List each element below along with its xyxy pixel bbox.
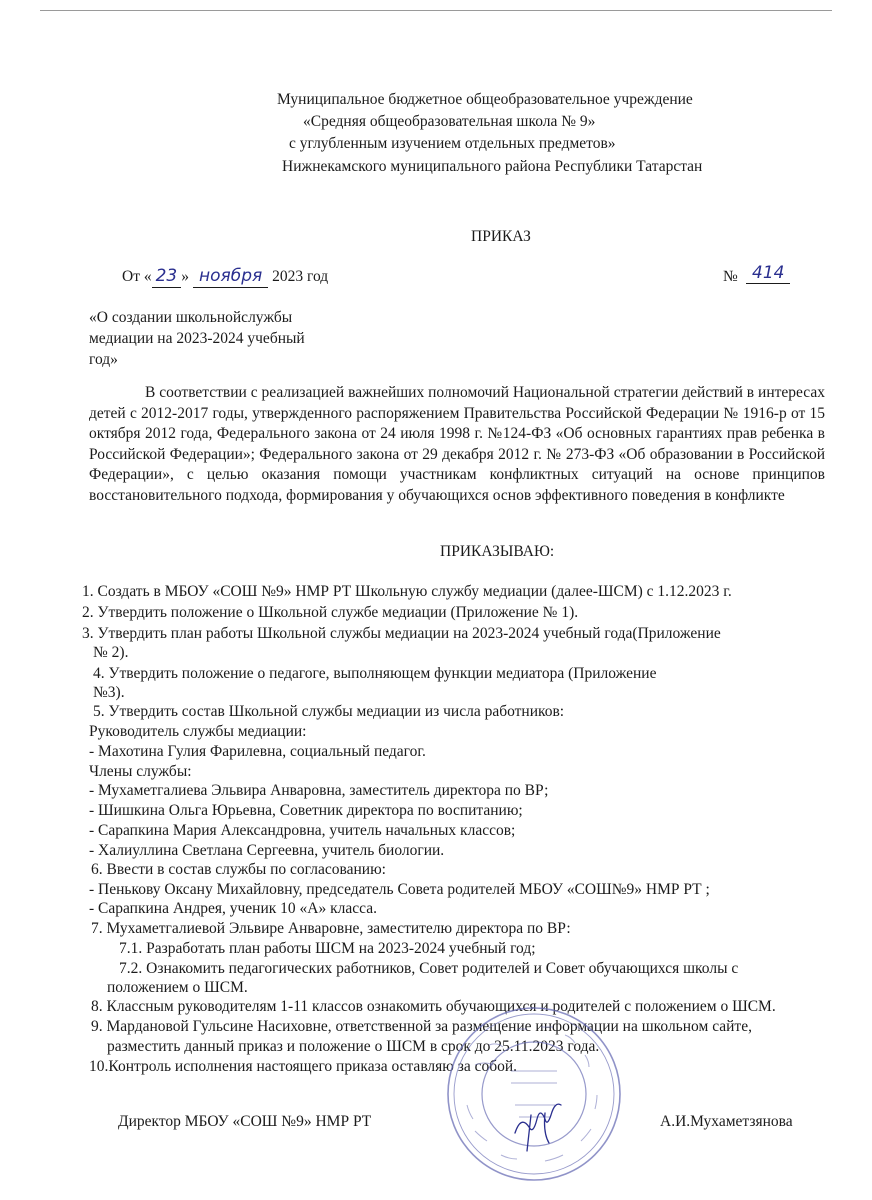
header-line-1: Муниципальное бюджетное общеобразовательное учреждение	[277, 91, 693, 108]
date-year: 2023 год	[272, 268, 329, 285]
header-line-2: «Средняя общеобразовательная школа № 9»	[303, 113, 596, 130]
director-signature	[505, 1095, 575, 1155]
date-day: 23	[152, 266, 182, 288]
date-mid: »	[181, 268, 189, 285]
item-6: 6. Ввести в состав службы по согласованию:	[91, 861, 386, 878]
member-2: - Шишкина Ольга Юрьевна, Советник директора по воспитанию;	[89, 802, 523, 819]
members-label: Члены службы:	[89, 763, 192, 780]
item-3-line-2: № 2).	[93, 644, 129, 661]
head-name: - Махотина Гулия Фарилевна, социальный педагог.	[89, 743, 426, 760]
item-8: 8. Классным руководителям 1-11 классов ознакомить обучающихся и родителей с положением о ШСМ.	[91, 998, 776, 1015]
item-7-1: 7.1. Разработать план работы ШСМ на 2023-2024 учебный год;	[119, 940, 536, 957]
item-4-line-2: №3).	[93, 684, 125, 701]
date-prefix: От «	[122, 268, 152, 285]
order-word: ПРИКАЗЫВАЮ:	[440, 543, 555, 560]
order-date	[122, 266, 328, 288]
item-3-line-1: 3. Утвердить план работы Школьной службы медиации на 2023-2024 учебный года(Приложение	[82, 625, 721, 642]
member-1: - Мухаметгалиева Эльвира Анваровна, заместитель директора по ВР;	[89, 782, 549, 799]
order-title: ПРИКАЗ	[471, 228, 531, 245]
item-1: 1. Создать в МБОУ «СОШ №9» НМР РТ Школьную службу медиации (далее-ШСМ) с 1.12.2023 г.	[82, 583, 732, 600]
item-5: 5. Утвердить состав Школьной службы медиации из числа работников:	[93, 703, 565, 720]
preamble-paragraph: В соответствии с реализацией важнейших полномочий Национальной стратегии действий в интересах детей с 2012-2017 годы, утвержденного распоряжением Правительства Российской Федерации № 1916-р от 15 октября 2012 года, Федерального закона от 24 июля 1998 г. №124-ФЗ «Об основных гарантиях прав ребенка в Российской Федерации»; Федерального закона от 29 декабря 2012 г. № 273-ФЗ «Об образовании в Российской Федерации», с целью оказания помощи участникам конфликтных ситуаций на основе принципов восстановительного подхода, формирования у обучающихся основ эффективного поведения в конфликте	[89, 384, 825, 504]
director-name: А.И.Мухаметзянова	[660, 1113, 793, 1130]
school-stamp	[445, 1005, 623, 1183]
item-7-2-line-1: 7.2. Ознакомить педагогических работников, Совет родителей и Совет обучающихся школы с	[119, 960, 739, 977]
item-9-line-2: разместить данный приказ и положение о ШСМ в срок до 25.11.2023 года.	[107, 1038, 600, 1055]
item-4-line-1: 4. Утвердить положение о педагоге, выполняющем функции медиатора (Приложение	[93, 665, 657, 682]
subject-line-1: «О создании школьнойслужбы	[89, 309, 293, 326]
item-9-line-1: 9. Мардановой Гульсине Насиховне, ответственной за размещение информации на школьном сайте,	[91, 1018, 752, 1035]
item-7: 7. Мухаметгалиевой Эльвире Анваровне, заместителю директора по ВР:	[91, 920, 571, 937]
date-month: ноября	[193, 266, 268, 288]
subject-line-2: медиации на 2023-2024 учебный	[89, 330, 305, 347]
member-4: - Халиуллина Светлана Сергеевна, учитель биологии.	[89, 842, 445, 859]
item-10: 10.Контроль исполнения настоящего приказа оставляю за собой.	[89, 1058, 518, 1075]
head-label: Руководитель службы медиации:	[89, 723, 307, 740]
director-position: Директор МБОУ «СОШ №9» НМР РТ	[118, 1113, 372, 1130]
header-line-4: Нижнекамского муниципального района Республики Татарстан	[282, 158, 703, 175]
header-line-3: с углубленным изучением отдельных предметов»	[289, 135, 616, 152]
subject-line-3: год»	[89, 351, 118, 368]
member-3: - Сарапкина Мария Александровна, учитель начальных классов;	[89, 822, 516, 839]
item-7-2-line-2: положением о ШСМ.	[107, 979, 248, 996]
order-number-label: №	[723, 268, 738, 285]
agreed-1: - Пенькову Оксану Михайловну, председатель Совета родителей МБОУ «СОШ№9» НМР РТ ;	[89, 881, 710, 898]
order-number: 414	[746, 263, 790, 284]
top-border-line	[40, 10, 832, 11]
agreed-2: - Сарапкина Андрея, ученик 10 «А» класса.	[89, 900, 377, 917]
item-2: 2. Утвердить положение о Школьной службе медиации (Приложение № 1).	[82, 604, 579, 621]
